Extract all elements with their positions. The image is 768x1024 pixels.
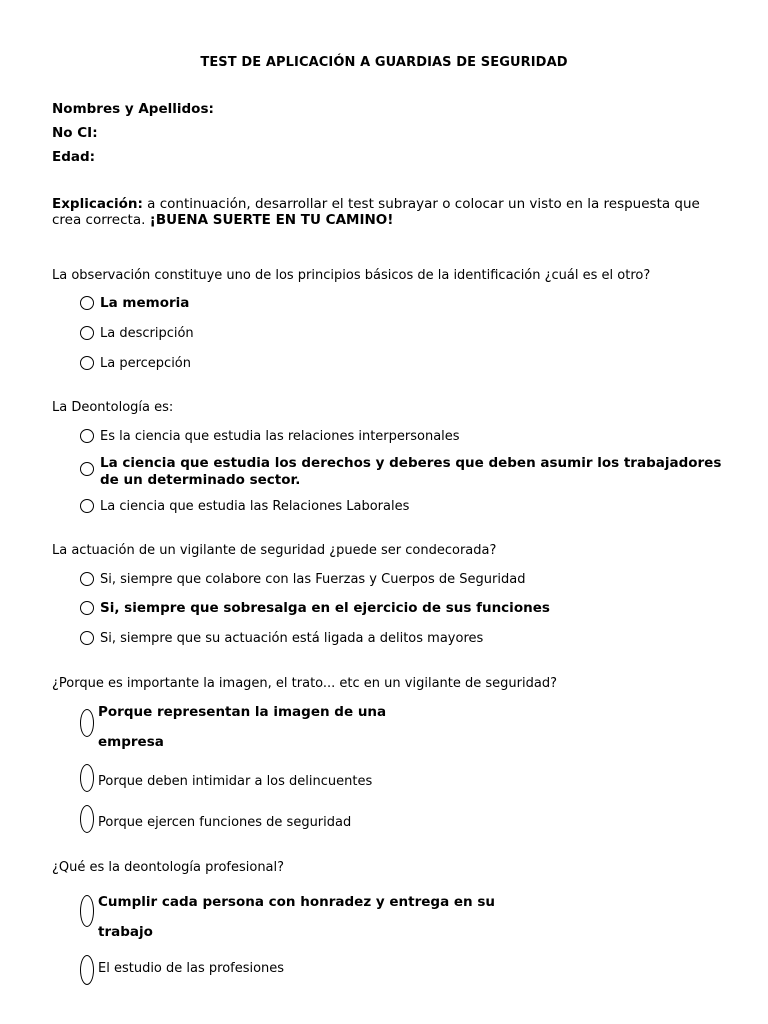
radio-circle-icon[interactable] (80, 462, 94, 476)
option-label: El estudio de las profesiones (98, 961, 285, 976)
option-label: La ciencia que estudia las Relaciones Laborales (100, 499, 410, 514)
question-4-text: ¿Porque es importante la imagen, el trato... etc en un vigilante de seguridad? (52, 676, 557, 691)
question-5-option-1[interactable] (80, 895, 500, 947)
option-label: Cumplir cada persona con honradez y entrega en su trabajo (98, 894, 496, 940)
option-label: Si, siempre que su actuación está ligada a delitos mayores (100, 631, 484, 646)
question-2-text: La Deontología es: (52, 400, 174, 415)
question-5-text: ¿Qué es la deontología profesional? (52, 860, 285, 875)
option-label: Porque ejercen funciones de seguridad (98, 815, 352, 830)
question-3-option-1[interactable] (80, 571, 525, 588)
radio-circle-icon[interactable] (80, 601, 94, 615)
oval-radio-icon[interactable] (80, 764, 94, 792)
question-5-option-2[interactable] (80, 955, 284, 985)
radio-circle-icon[interactable] (80, 631, 94, 645)
question-4-option-2[interactable] (80, 764, 372, 792)
explanation-text: a continuación, desarrollar el test subrayar o colocar un visto en la respuesta que crea correcta. (52, 196, 700, 228)
radio-circle-icon[interactable] (80, 356, 94, 370)
radio-circle-icon[interactable] (80, 296, 94, 310)
question-1-option-1[interactable] (80, 295, 189, 312)
option-label: Porque representan la imagen de una empresa (98, 704, 387, 750)
good-luck-text: ¡BUENA SUERTE EN TU CAMINO! (149, 212, 394, 228)
option-label: Porque deben intimidar a los delincuentes (98, 774, 373, 789)
oval-radio-icon[interactable] (80, 895, 94, 927)
explanation-label: Explicación: (52, 196, 143, 212)
option-label: La memoria (100, 295, 190, 311)
option-label: Es la ciencia que estudia las relaciones interpersonales (100, 429, 460, 444)
oval-radio-icon[interactable] (80, 805, 94, 833)
question-1-option-2[interactable] (80, 325, 194, 342)
radio-circle-icon[interactable] (80, 572, 94, 586)
document-title: TEST DE APLICACIÓN A GUARDIAS DE SEGURIDAD (200, 55, 568, 70)
question-2-option-1[interactable] (80, 428, 460, 445)
radio-circle-icon[interactable] (80, 499, 94, 513)
names-field-label: Nombres y Apellidos: (52, 101, 214, 117)
option-label: La ciencia que estudia los derechos y deberes que deben asumir los trabajadores de un determinado sector. (100, 455, 722, 488)
explanation-paragraph (52, 196, 732, 228)
question-1-text: La observación constituye uno de los principios básicos de la identificación ¿cuál es el otro? (52, 268, 651, 283)
radio-circle-icon[interactable] (80, 326, 94, 340)
option-label: La percepción (100, 356, 191, 371)
question-2-option-3[interactable] (80, 498, 409, 515)
question-3-option-3[interactable] (80, 630, 483, 647)
ci-field-label: No CI: (52, 125, 98, 141)
question-4-option-3[interactable] (80, 805, 351, 833)
option-label: Si, siempre que sobresalga en el ejercicio de sus funciones (100, 600, 550, 616)
question-3-option-2[interactable] (80, 600, 550, 617)
question-4-option-1[interactable] (80, 705, 500, 757)
question-1-option-3[interactable] (80, 355, 191, 372)
radio-circle-icon[interactable] (80, 429, 94, 443)
option-label: Si, siempre que colabore con las Fuerzas y Cuerpos de Seguridad (100, 572, 526, 587)
oval-radio-icon[interactable] (80, 955, 94, 985)
oval-radio-icon[interactable] (80, 709, 94, 737)
question-2-option-2[interactable] (80, 455, 730, 489)
age-field-label: Edad: (52, 149, 96, 165)
question-3-text: La actuación de un vigilante de seguridad ¿puede ser condecorada? (52, 543, 497, 558)
option-label: La descripción (100, 326, 194, 341)
